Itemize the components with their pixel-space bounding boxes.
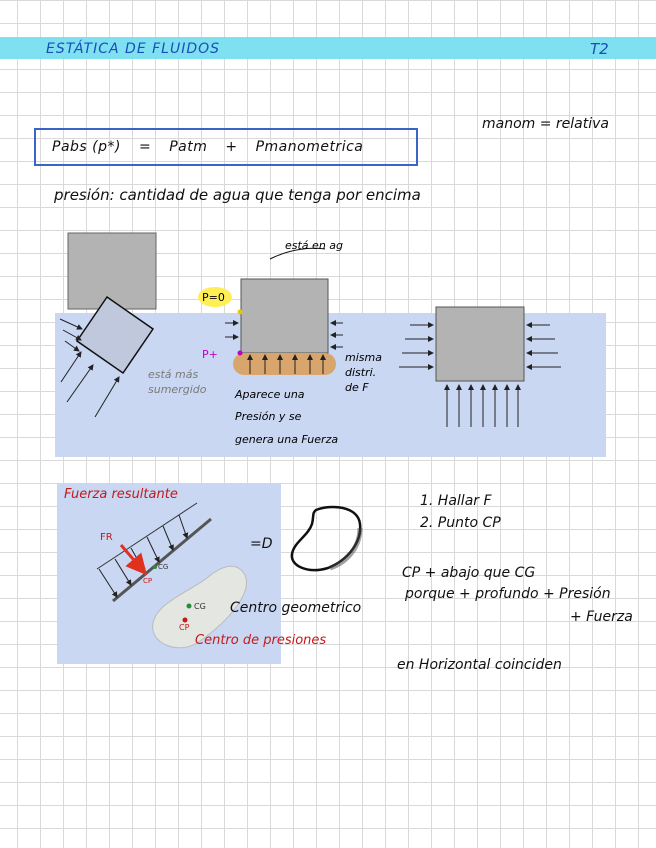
label-cg: CG xyxy=(194,602,206,611)
block-above-water xyxy=(68,233,156,309)
cp-note-line3: + Fuerza xyxy=(570,609,633,625)
manom-note: manom = relativa xyxy=(482,116,610,132)
centro-geometrico-label: Centro geometrico xyxy=(230,600,362,616)
step-1: 1. Hallar F xyxy=(420,493,492,509)
label-p-zero: P=0 xyxy=(202,291,225,304)
centro-presiones-label: Centro de presiones xyxy=(195,633,327,648)
pressure-band xyxy=(233,353,336,375)
implies-arrow: =D xyxy=(250,536,273,552)
label-cg-small: CG xyxy=(158,563,169,571)
label-misma-2: distri. xyxy=(345,366,377,379)
label-esta-en-ag: está en ag xyxy=(285,239,344,252)
label-misma-3: de F xyxy=(345,381,369,394)
label-mas-sumergido-1: está más xyxy=(148,368,199,381)
formula-lhs: Pabs (p*) xyxy=(52,139,121,155)
horizontal-note: en Horizontal coinciden xyxy=(397,657,562,673)
label-cp: CP xyxy=(179,623,190,632)
label-aparece-3: genera una Fuerza xyxy=(235,433,339,446)
label-misma-1: misma xyxy=(345,351,382,364)
page-title: ESTÁTICA DE FLUIDOS xyxy=(46,41,221,57)
irregular-shape-sketch xyxy=(286,502,366,574)
formula-man: Pmanometrica xyxy=(255,139,364,155)
formula-eq: = xyxy=(138,139,152,155)
label-fr: FR xyxy=(100,532,113,543)
label-mas-sumergido-2: sumergido xyxy=(148,383,207,396)
label-cp-small: CP xyxy=(143,577,153,585)
cp-note-line1: CP + abajo que CG xyxy=(402,565,536,581)
label-aparece-1: Aparece una xyxy=(235,388,305,401)
label-aparece-2: Presión y se xyxy=(235,410,302,423)
pressure-formula xyxy=(34,128,418,166)
step-2: 2. Punto CP xyxy=(420,515,501,531)
formula-plus: + xyxy=(225,139,238,155)
submerged-bodies-diagram xyxy=(55,227,606,457)
steps-list xyxy=(420,490,501,534)
cp-note-line2: porque + profundo + Presión xyxy=(405,586,611,602)
resultant-force-title: Fuerza resultante xyxy=(64,487,178,502)
presion-definition: presión: cantidad de agua que tenga por encima xyxy=(54,186,421,204)
formula-atm: Patm xyxy=(169,139,208,155)
page-tag: T2 xyxy=(590,40,609,58)
label-p-plus: P+ xyxy=(202,348,218,361)
